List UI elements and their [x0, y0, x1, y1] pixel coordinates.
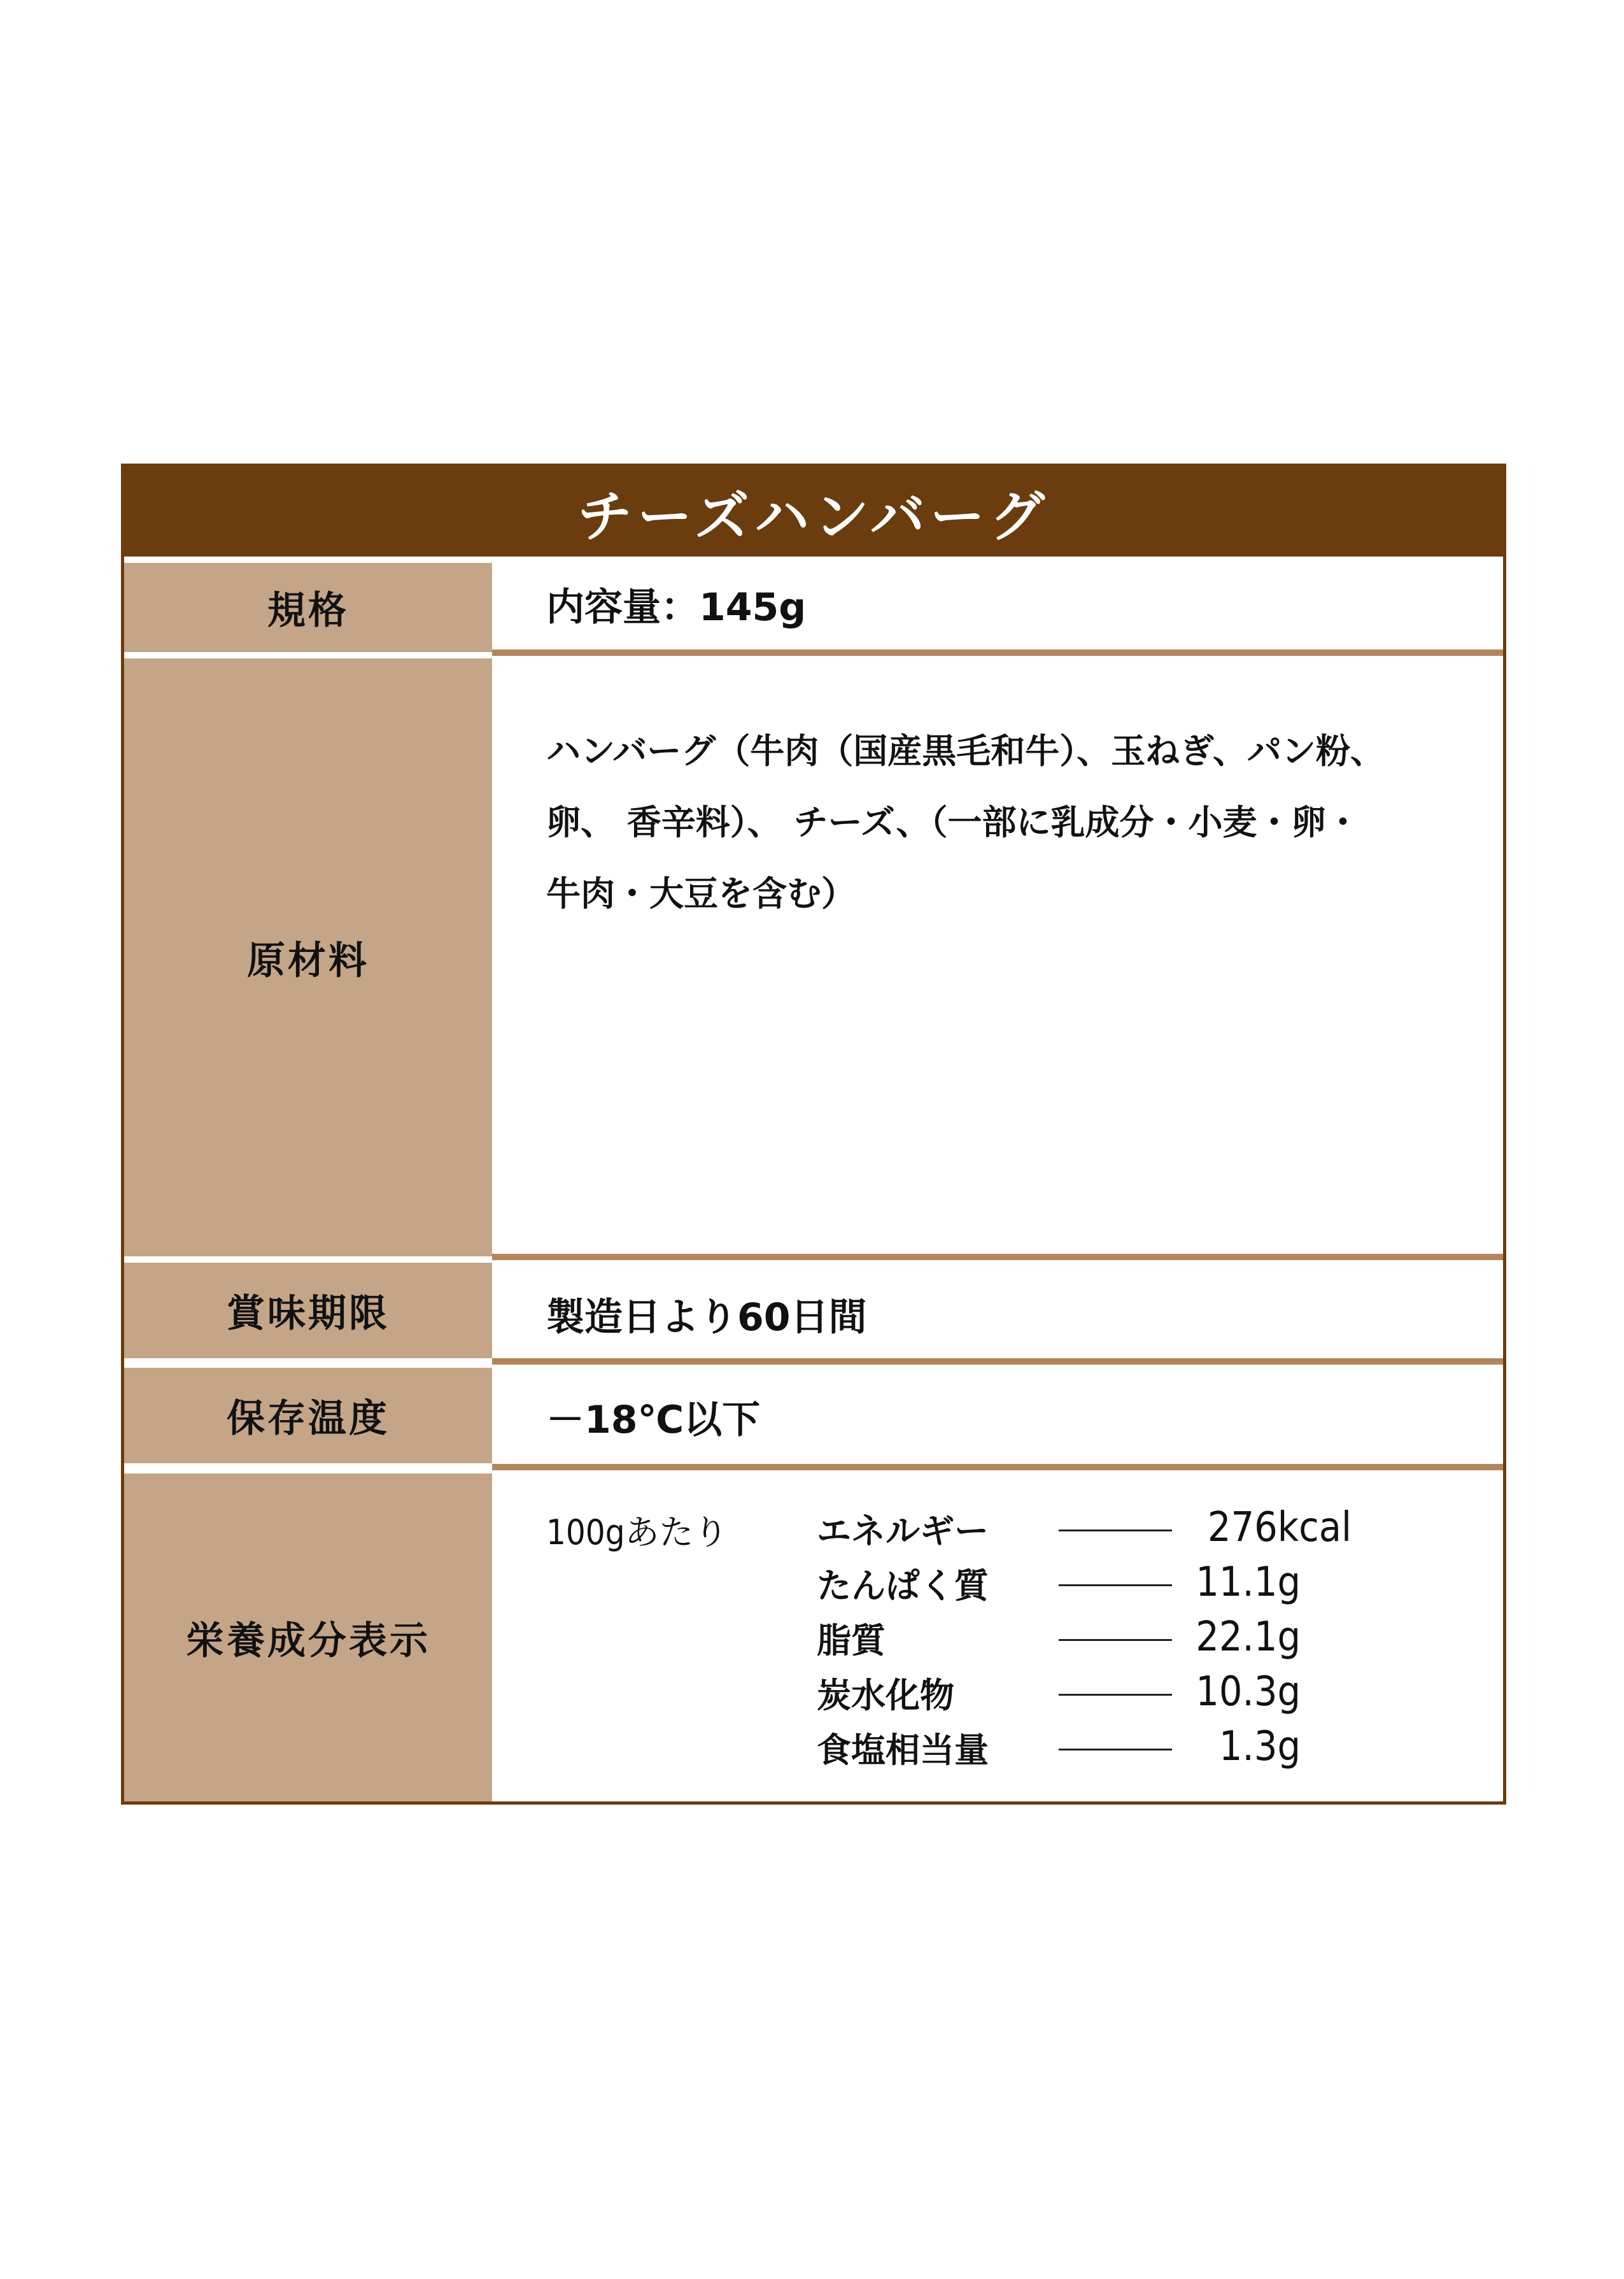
- best-before-label: 賞味期限: [124, 1263, 492, 1358]
- separator-line: [492, 650, 1503, 656]
- nutrition-item-name: たんぱく質: [817, 1566, 989, 1606]
- storage-label: 保存温度: [124, 1368, 492, 1463]
- separator-line: [492, 1358, 1503, 1365]
- nutrition-leader-line: [1059, 1584, 1172, 1586]
- nutrition-item-value: 10.3g: [1196, 1668, 1301, 1715]
- best-before-row: [124, 1263, 1503, 1358]
- nutrition-item: [492, 1723, 1498, 1778]
- nutrition-item-name: 炭水化物: [817, 1675, 954, 1715]
- spec-row: [124, 563, 1503, 652]
- separator-left: [124, 1467, 492, 1473]
- separator-left: [124, 1256, 492, 1263]
- storage-value-cell: [492, 1368, 1503, 1463]
- nutrition-per: 100gあたり: [546, 1512, 728, 1552]
- nutrition-item: [492, 1559, 1498, 1614]
- nutrition-leader-line: [1059, 1749, 1172, 1750]
- separator-line: [492, 1254, 1503, 1260]
- nutrition-leader-line: [1059, 1530, 1172, 1531]
- nutrition-item-value: 11.1g: [1196, 1559, 1301, 1606]
- nutrition-item-value: 22.1g: [1196, 1614, 1301, 1661]
- nutrition-item-name: 脂質: [817, 1621, 886, 1661]
- nutrition-item-value: 1.3g: [1218, 1723, 1301, 1770]
- nutrition-leader-line: [1059, 1639, 1172, 1641]
- nutrition-item: [492, 1614, 1498, 1668]
- separator-left: [124, 652, 492, 658]
- nutrition-item-name: 食塩相当量: [817, 1730, 989, 1770]
- product-label: [121, 464, 1506, 1805]
- title-bar: [124, 467, 1503, 557]
- nutrition-item-name: エネルギー: [817, 1511, 989, 1551]
- nutrition-value-cell: [492, 1473, 1503, 1801]
- spec-label: 規格: [124, 563, 492, 652]
- nutrition-row: [124, 1473, 1503, 1801]
- ingredients-value-cell: [492, 658, 1503, 1257]
- nutrition-item-value: 276kcal: [1207, 1504, 1352, 1551]
- nutrition-leader-line: [1059, 1694, 1172, 1696]
- product-title: チーズハンバーグ: [577, 485, 1050, 549]
- separator-left: [124, 1361, 492, 1368]
- separator-line: [492, 1464, 1503, 1470]
- storage-value: －18℃以下: [546, 1398, 761, 1442]
- nutrition-label: 栄養成分表示: [124, 1473, 492, 1801]
- ingredients-label: 原材料: [124, 658, 492, 1257]
- ingredients-text: [546, 716, 1463, 930]
- spec-value: 内容量：145g: [546, 585, 807, 630]
- best-before-value: 製造日より60日間: [546, 1295, 867, 1340]
- best-before-value-cell: [492, 1263, 1503, 1358]
- nutrition-item: [492, 1668, 1498, 1723]
- storage-row: [124, 1368, 1503, 1463]
- ingredients-line: ハンバーグ（牛肉（国産黒毛和牛）、玉ねぎ、パン粉、: [546, 731, 1385, 771]
- ingredients-line: 卵、 香辛料）、 チーズ、（一部に乳成分・小麦・卵・: [546, 802, 1360, 842]
- ingredients-row: [124, 658, 1503, 1257]
- nutrition-item: [492, 1504, 1498, 1559]
- ingredients-line: 牛肉・大豆を含む）: [546, 874, 856, 914]
- spec-value-cell: [492, 563, 1503, 652]
